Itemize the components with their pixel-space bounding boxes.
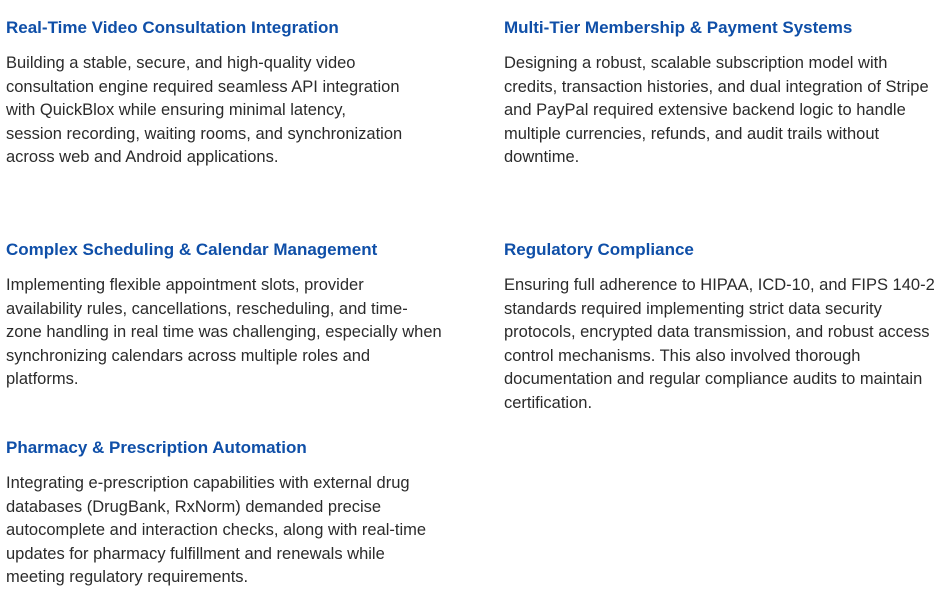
section-scheduling-calendar <box>6 240 442 392</box>
section-membership-payment <box>504 18 944 170</box>
section-regulatory-compliance <box>504 240 944 416</box>
section-title: Regulatory Compliance <box>504 240 694 259</box>
section-description: Implementing flexible appointment slots, provider availability rules, cancellations, rescheduling, and time-zone handling in real time was challenging, especially when synchronizing calendars across multiple roles and platforms. <box>6 276 442 389</box>
section-title: Complex Scheduling & Calendar Management <box>6 240 378 259</box>
section-title: Pharmacy & Prescription Automation <box>6 438 307 457</box>
section-title: Multi-Tier Membership & Payment Systems <box>504 18 853 37</box>
section-video-consultation <box>6 18 406 170</box>
section-description: Building a stable, secure, and high-quality video consultation engine required seamless API integration with QuickBlox while ensuring minimal latency, session recording, waiting rooms, and synchronization across web and Android applications. <box>6 54 403 167</box>
section-description: Ensuring full adherence to HIPAA, ICD-10, and FIPS 140-2 standards required implementing strict data security protocols, encrypted data transmission, and robust access control mechanisms. This also involved thorough documentation and regular compliance audits to maintain certification. <box>504 276 935 412</box>
section-description: Integrating e-prescription capabilities with external drug databases (DrugBank, RxNorm) demanded precise autocomplete and interaction checks, along with real-time updates for pharmacy fulfillment and renewals while meeting regulatory requirements. <box>6 474 427 587</box>
section-pharmacy-prescription <box>6 438 448 590</box>
section-title: Real-Time Video Consultation Integration <box>6 18 339 37</box>
section-description: Designing a robust, scalable subscription model with credits, transaction histories, and dual integration of Stripe and PayPal required extensive backend logic to handle multiple currencies, refunds, and audit trails without downtime. <box>504 54 929 167</box>
